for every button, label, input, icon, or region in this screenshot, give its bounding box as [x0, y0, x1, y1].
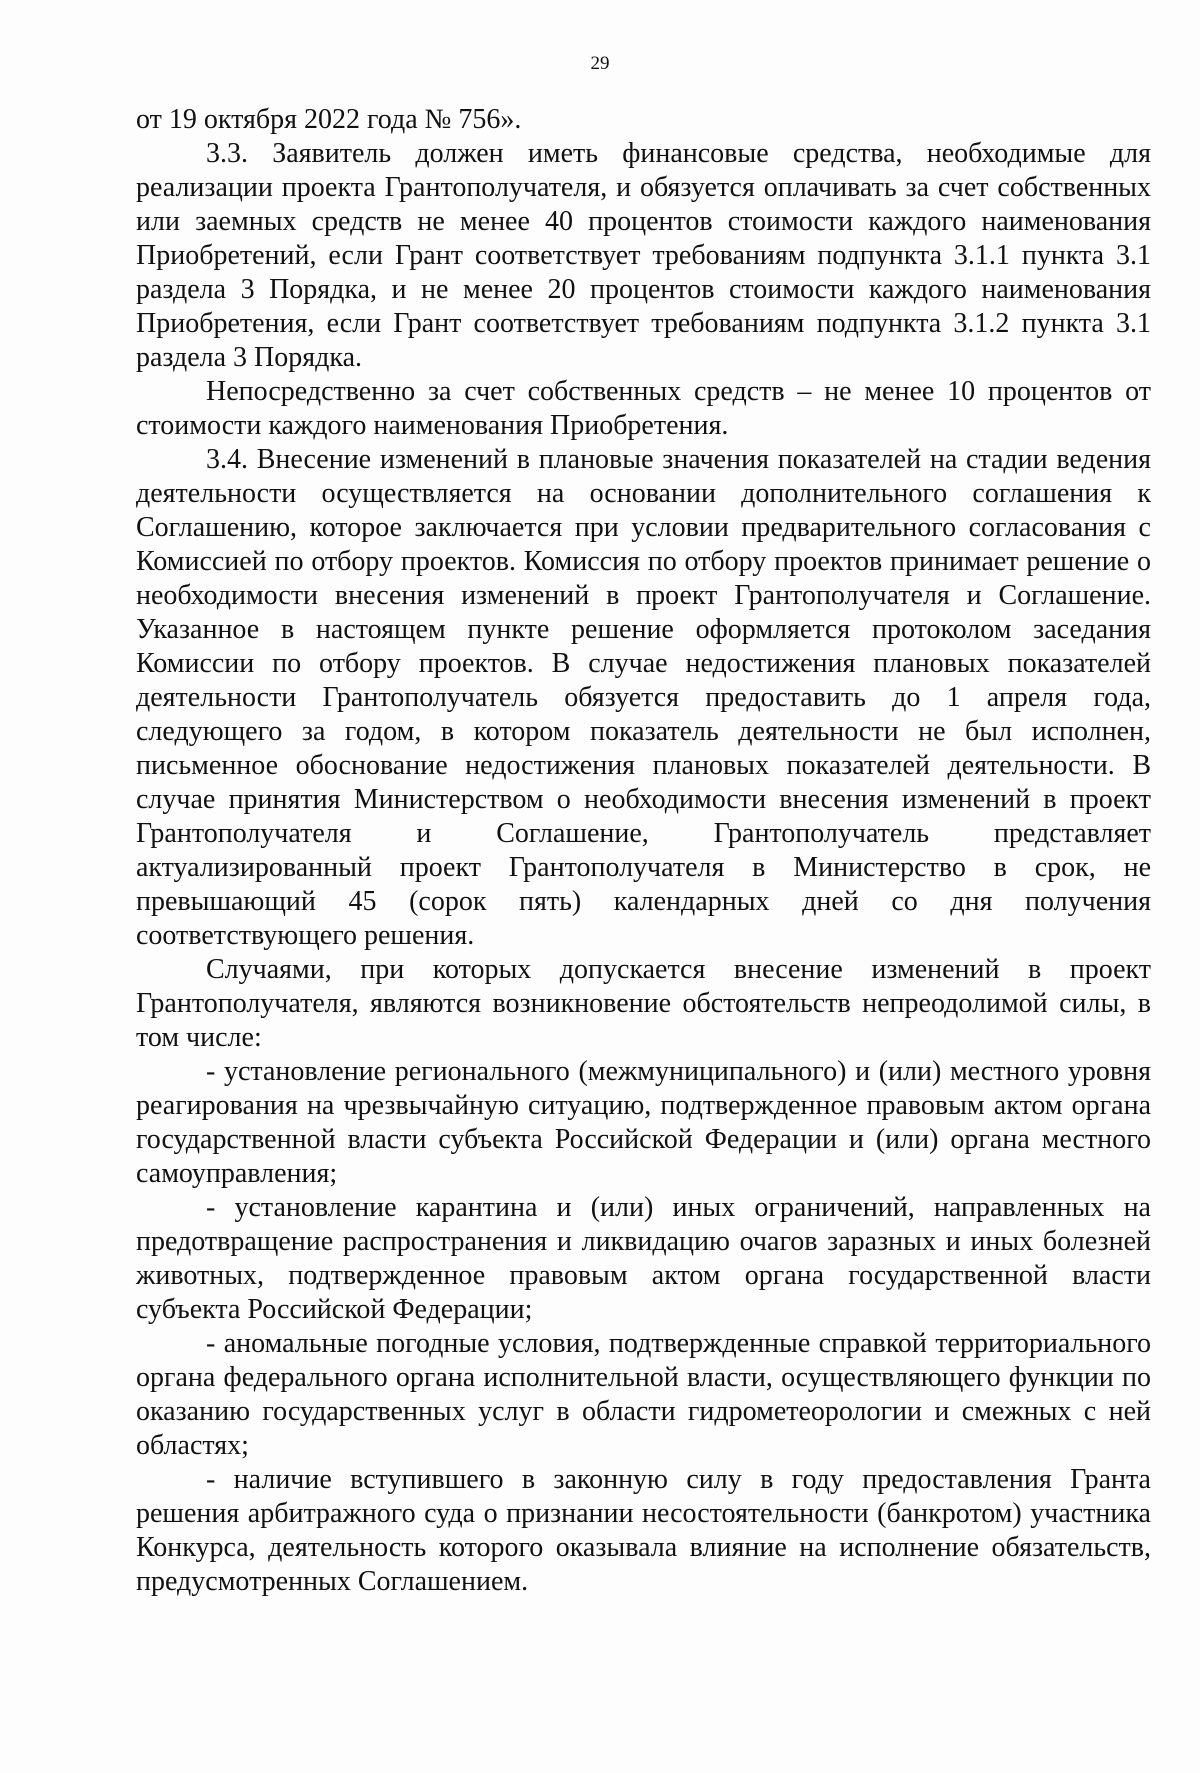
- document-body: [136, 103, 1151, 1599]
- own-funds-paragraph: Непосредственно за счет собственных средств – не менее 10 процентов от стоимости каждого наименования Приобретения.: [136, 376, 1151, 441]
- clause-3-3: 3.3. Заявитель должен иметь финансовые средства, необходимые для реализации проекта Грантополучателя, и обязуется оплачивать за счет собственных или заемных средств не менее 40 процентов стоимости каждого наименования Приобретений, если Грант соответствует требованиям подпункта 3.1.1 пункта 3.1 раздела 3 Порядка, и не менее 20 процентов стоимости каждого наименования Приобретения, если Грант соответствует требованиям подпункта 3.1.2 пункта 3.1 раздела 3 Порядка.: [136, 138, 1151, 373]
- list-item-bankruptcy: - наличие вступившего в законную силу в году предоставления Гранта решения арбитражного суда о признании несостоятельности (банкротом) участника Конкурса, деятельность которого оказывала влияние на исполнение обязательств, предусмотренных Соглашением.: [136, 1464, 1151, 1597]
- clause-3-4: 3.4. Внесение изменений в плановые значения показателей на стадии ведения деятельности осуществляется на основании дополнительного соглашения к Соглашению, которое заключается при условии предварительного согласования с Комиссией по отбору проектов. Комиссия по отбору проектов принимает решение о необходимости внесения изменений в проект Грантополучателя и Соглашение. Указанное в настоящем пункте решение оформляется протоколом заседания Комиссии по отбору проектов. В случае недостижения плановых показателей деятельности Грантополучатель обязуется предоставить до 1 апреля года, следующего за годом, в котором показатель деятельности не был исполнен, письменное обоснование недостижения плановых показателей деятельности. В случае принятия Министерством о необходимости внесения изменений в проект Грантополучателя и Соглашение, Грантополучатель представляет актуализированный проект Грантополучателя в Министерство в срок, не превышающий 45 (сорок пять) календарных дней со дня получения соответствующего решения.: [136, 444, 1151, 951]
- list-item-emergency: - установление регионального (межмуниципального) и (или) местного уровня реагирования на чрезвычайную ситуацию, подтвержденное правовым актом органа государственной власти субъекта Российской Федерации и (или) органа местного самоуправления;: [136, 1056, 1151, 1189]
- cases-intro: Случаями, при которых допускается внесение изменений в проект Грантополучателя, являются возникновение обстоятельств непреодолимой силы, в том числе:: [136, 954, 1151, 1053]
- page-number: 29: [590, 53, 610, 74]
- list-item-quarantine: - установление карантина и (или) иных ограничений, направленных на предотвращение распространения и ликвидацию очагов заразных и иных болезней животных, подтвержденное правовым актом органа государственной власти субъекта Российской Федерации;: [136, 1192, 1151, 1325]
- order-reference-tail: от 19 октября 2022 года № 756».: [136, 104, 522, 135]
- list-item-weather: - аномальные погодные условия, подтвержденные справкой территориального органа федерального органа исполнительной власти, осуществляющего функции по оказанию государственных услуг в области гидрометеорологии и смежных с ней областях;: [136, 1328, 1151, 1461]
